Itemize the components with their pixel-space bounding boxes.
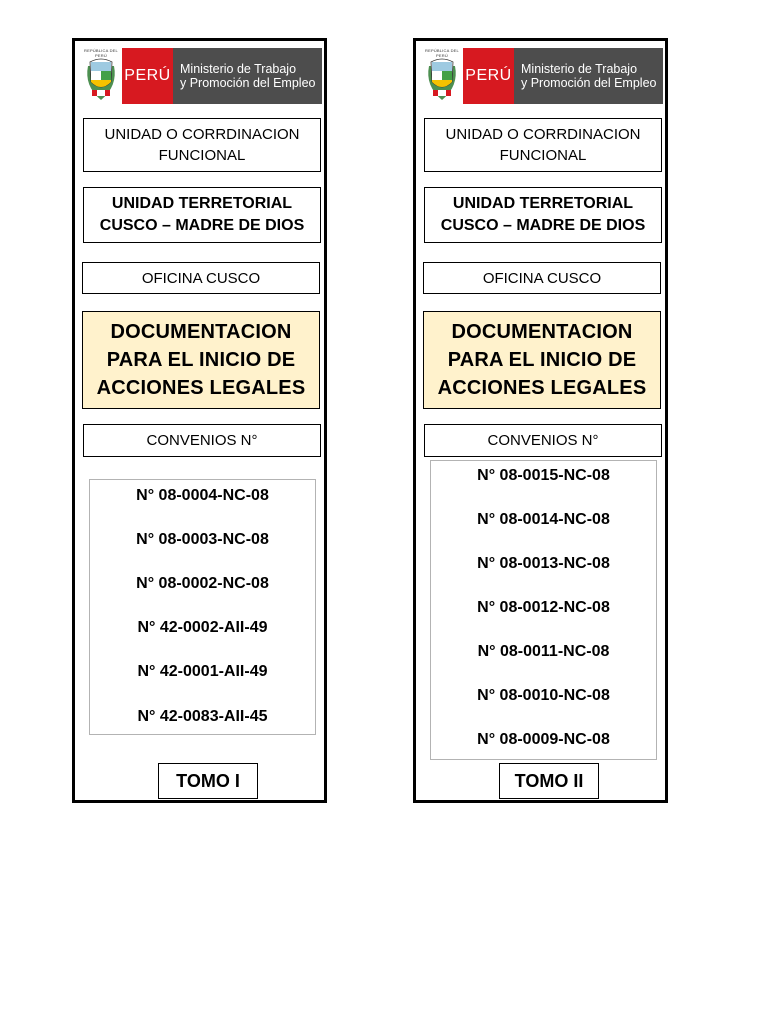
ministry-header xyxy=(80,46,321,104)
spine-label-1 xyxy=(72,38,327,803)
list-item: N° 08-0004-NC-08 xyxy=(136,487,269,504)
unidad-box: UNIDAD O CORRDINACION FUNCIONAL xyxy=(83,118,321,172)
oficina-box: OFICINA CUSCO xyxy=(82,262,320,294)
list-item: N° 08-0009-NC-08 xyxy=(477,731,610,748)
coat-of-arms-icon: REPÚBLICA DEL PERÚ xyxy=(80,46,122,104)
peru-badge: PERÚ xyxy=(463,48,514,104)
list-item: N° 08-0012-NC-08 xyxy=(477,599,610,616)
convenios-box: CONVENIOS N° xyxy=(424,424,662,457)
list-item: N° 08-0010-NC-08 xyxy=(477,687,610,704)
ministry-header xyxy=(421,46,662,104)
oficina-box: OFICINA CUSCO xyxy=(423,262,661,294)
ministry-name-box: Ministerio de Trabajo y Promoción del Empleo xyxy=(514,48,663,104)
list-item: N° 08-0003-NC-08 xyxy=(136,531,269,548)
tomo-box: TOMO II xyxy=(499,763,599,799)
list-item: N° 08-0013-NC-08 xyxy=(477,555,610,572)
convenio-list xyxy=(430,460,657,760)
list-item: N° 08-0015-NC-08 xyxy=(477,467,610,484)
tomo-box: TOMO I xyxy=(158,763,258,799)
list-item: N° 42-0002-AII-49 xyxy=(137,619,268,636)
document-title-box: DOCUMENTACION PARA EL INICIO DE ACCIONES LEGALES xyxy=(82,311,320,409)
ministry-name-box: Ministerio de Trabajo y Promoción del Empleo xyxy=(173,48,322,104)
list-item: N° 08-0014-NC-08 xyxy=(477,511,610,528)
convenios-box: CONVENIOS N° xyxy=(83,424,321,457)
list-item: N° 08-0011-NC-08 xyxy=(477,643,610,660)
unidad-territorial-box: UNIDAD TERRETORIAL CUSCO – MADRE DE DIOS xyxy=(424,187,662,243)
list-item: N° 42-0083-AII-45 xyxy=(137,708,268,725)
unidad-territorial-box: UNIDAD TERRETORIAL CUSCO – MADRE DE DIOS xyxy=(83,187,321,243)
coat-of-arms-icon: REPÚBLICA DEL PERÚ xyxy=(421,46,463,104)
list-item: N° 42-0001-AII-49 xyxy=(137,663,268,680)
list-item: N° 08-0002-NC-08 xyxy=(136,575,269,592)
spine-label-2 xyxy=(413,38,668,803)
peru-badge: PERÚ xyxy=(122,48,173,104)
convenio-list xyxy=(89,479,316,735)
document-title-box: DOCUMENTACION PARA EL INICIO DE ACCIONES LEGALES xyxy=(423,311,661,409)
unidad-box: UNIDAD O CORRDINACION FUNCIONAL xyxy=(424,118,662,172)
